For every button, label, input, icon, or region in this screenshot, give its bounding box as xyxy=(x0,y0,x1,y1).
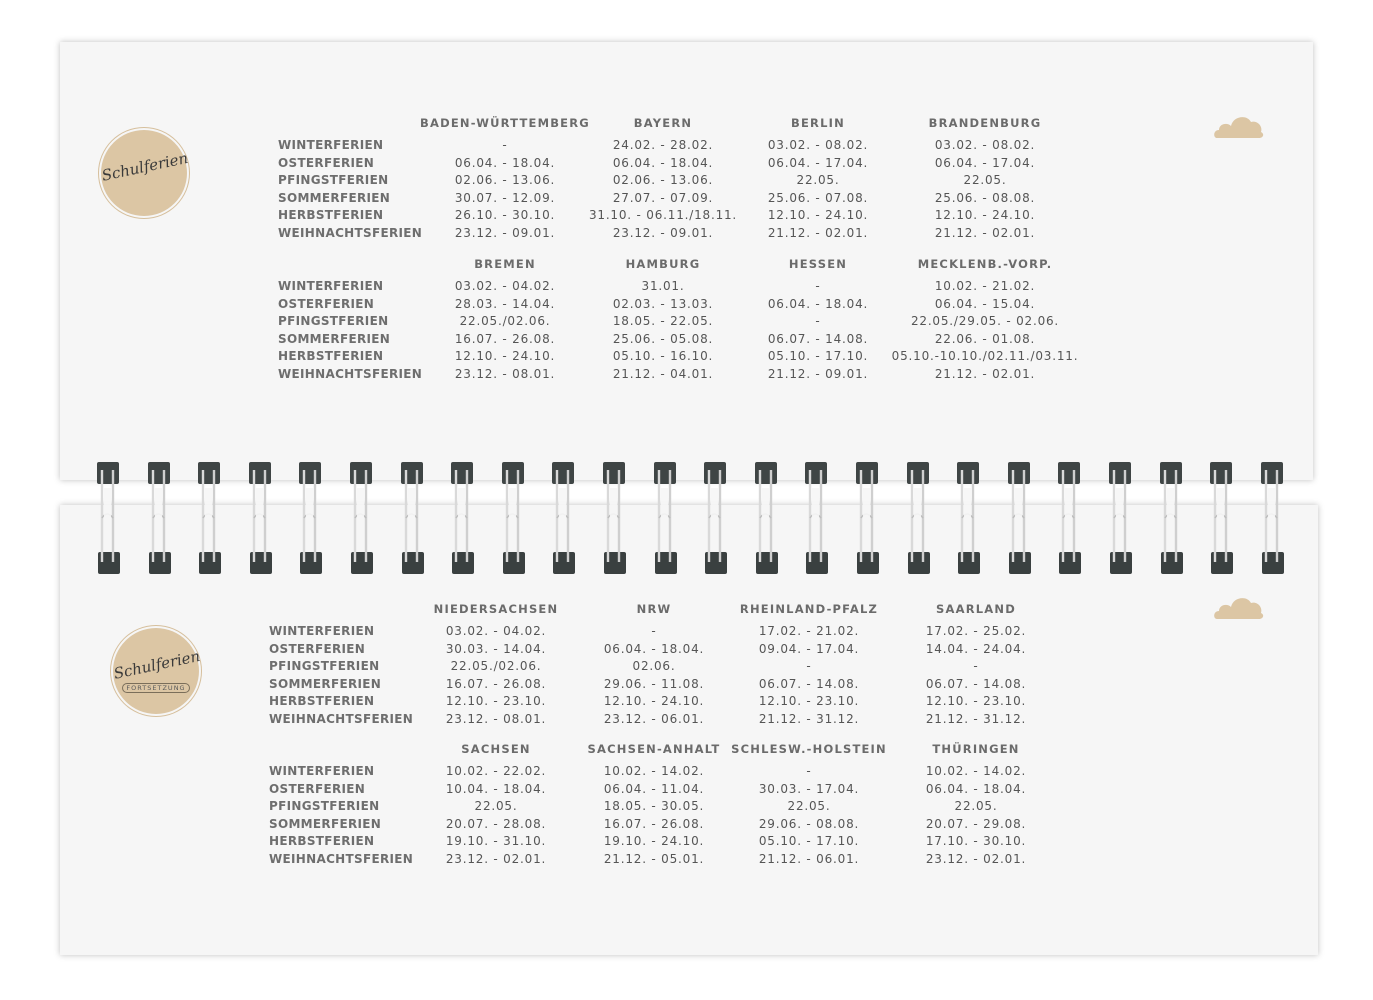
holiday-row-label: PFINGSTFERIEN xyxy=(269,659,380,674)
holiday-date-cell: 12.10. - 23.10. xyxy=(758,694,860,709)
holiday-row-label: WEIHNACHTSFERIEN xyxy=(278,226,423,240)
holiday-date-cell: 06.07. - 14.08. xyxy=(925,676,1027,691)
holiday-date-cell: 18.05. - 22.05. xyxy=(612,314,714,329)
spiral-coil xyxy=(196,458,224,578)
state-header: SACHSEN xyxy=(461,742,531,756)
holiday-date-cell: 12.10. - 24.10. xyxy=(767,208,869,223)
spiral-coil xyxy=(854,458,882,578)
spiral-coil xyxy=(95,458,123,578)
holiday-date-cell: 06.04. - 18.04. xyxy=(925,781,1027,796)
holiday-date-cell: 20.07. - 29.08. xyxy=(925,816,1027,831)
holiday-date-cell: 22.05./29.05. - 02.06. xyxy=(910,314,1060,329)
spiral-coil xyxy=(1056,458,1084,578)
holiday-row-label: PFINGSTFERIEN xyxy=(278,314,389,329)
spiral-coil xyxy=(247,458,275,578)
holiday-date-cell: 03.02. - 04.02. xyxy=(454,279,556,293)
holiday-date-cell: - xyxy=(502,138,508,152)
holiday-row-label: PFINGSTFERIEN xyxy=(269,799,380,814)
state-header: SCHLESW.-HOLSTEIN xyxy=(731,742,887,756)
holiday-date-cell: 23.12. - 02.01. xyxy=(925,852,1027,866)
holiday-date-cell: 23.12. - 06.01. xyxy=(603,712,705,726)
holiday-date-cell: 05.10. - 17.10. xyxy=(767,349,869,364)
holiday-date-cell: 29.06. - 11.08. xyxy=(603,676,705,691)
holiday-row-label: WINTERFERIEN xyxy=(269,624,375,638)
holiday-date-cell: 24.02. - 28.02. xyxy=(612,138,714,152)
spiral-coil xyxy=(550,458,578,578)
holiday-date-cell: 16.07. - 26.08. xyxy=(603,816,705,831)
cloud-icon xyxy=(1213,112,1265,140)
holiday-date-cell: 16.07. - 26.08. xyxy=(454,331,556,346)
holiday-row-label: HERBSTFERIEN xyxy=(269,694,375,709)
holiday-date-cell: 30.07. - 12.09. xyxy=(454,190,556,205)
holiday-date-cell: 22.05. xyxy=(787,799,831,814)
holiday-date-cell: 23.12. - 08.01. xyxy=(454,367,556,381)
holiday-date-cell: 23.12. - 09.01. xyxy=(612,226,714,240)
spiral-coil xyxy=(1107,458,1135,578)
cloud-icon xyxy=(1213,593,1265,621)
holiday-date-cell: 20.07. - 28.08. xyxy=(445,816,547,831)
holiday-date-cell: 12.10. - 23.10. xyxy=(925,694,1027,709)
holiday-date-cell: 22.05. xyxy=(474,799,518,814)
holiday-date-cell: 06.07. - 14.08. xyxy=(767,331,869,346)
holiday-date-cell: 21.12. - 04.01. xyxy=(612,367,714,381)
holiday-date-cell: 21.12. - 02.01. xyxy=(934,226,1036,240)
state-header: BERLIN xyxy=(791,116,845,130)
spiral-coil xyxy=(297,458,325,578)
holiday-row-label: OSTERFERIEN xyxy=(269,781,366,796)
holiday-date-cell: 25.06. - 05.08. xyxy=(612,331,714,346)
calendar-page-top xyxy=(60,42,1313,480)
holiday-date-cell: 14.04. - 24.04. xyxy=(925,641,1027,656)
holiday-date-cell: 16.07. - 26.08. xyxy=(445,676,547,691)
holiday-row-label: WEIHNACHTSFERIEN xyxy=(278,367,423,381)
holiday-date-cell: 05.10. - 16.10. xyxy=(612,349,714,364)
holiday-date-cell: 06.04. - 17.04. xyxy=(934,155,1036,170)
spiral-coil xyxy=(348,458,376,578)
spiral-coil xyxy=(1006,458,1034,578)
schulferien-fortsetzung-badge xyxy=(112,628,202,714)
state-header: NIEDERSACHSEN xyxy=(433,602,559,616)
holiday-row-label: HERBSTFERIEN xyxy=(278,349,384,364)
badge-title: Schulferien xyxy=(112,646,202,683)
holiday-row-label: WEIHNACHTSFERIEN xyxy=(269,852,414,866)
holiday-date-cell: 27.07. - 07.09. xyxy=(612,190,714,205)
spiral-coil xyxy=(399,458,427,578)
holiday-date-cell: 29.06. - 08.08. xyxy=(758,816,860,831)
holiday-row-label: SOMMERFERIEN xyxy=(278,190,391,205)
holiday-date-cell: 10.02. - 22.02. xyxy=(445,764,547,778)
holiday-date-cell: 12.10. - 24.10. xyxy=(603,694,705,709)
holiday-date-cell: 09.04. - 17.04. xyxy=(758,641,860,656)
holiday-date-cell: 21.12. - 31.12. xyxy=(758,712,860,726)
holiday-date-cell: 30.03. - 17.04. xyxy=(758,781,860,796)
holiday-date-cell: 17.02. - 21.02. xyxy=(758,624,860,638)
holiday-row-label: WEIHNACHTSFERIEN xyxy=(269,712,414,726)
holiday-row-label: OSTERFERIEN xyxy=(269,641,366,656)
holiday-row-label: SOMMERFERIEN xyxy=(278,331,391,346)
holiday-date-cell: 18.05. - 30.05. xyxy=(603,799,705,814)
holiday-date-cell: 19.10. - 24.10. xyxy=(603,834,705,849)
holiday-row-label: WINTERFERIEN xyxy=(278,138,384,152)
spiral-coil xyxy=(1158,458,1186,578)
holiday-date-cell: - xyxy=(806,659,812,674)
holiday-date-cell: 02.06. xyxy=(632,659,676,674)
state-header: BADEN-WÜRTTEMBERG xyxy=(420,116,590,130)
state-header: MECKLENB.-VORP. xyxy=(917,257,1053,271)
holiday-date-cell: 12.10. - 24.10. xyxy=(454,349,556,364)
holiday-date-cell: 23.12. - 09.01. xyxy=(454,226,556,240)
holiday-date-cell: 22.05. xyxy=(796,173,840,188)
spiral-coil xyxy=(753,458,781,578)
holiday-date-cell: - xyxy=(973,659,979,674)
holiday-date-cell: - xyxy=(815,314,821,329)
spiral-coil xyxy=(803,458,831,578)
schulferien-badge xyxy=(100,130,190,216)
holiday-date-cell: 22.05. xyxy=(963,173,1007,188)
holiday-date-cell: 22.06. - 01.08. xyxy=(934,331,1036,346)
spiral-coil xyxy=(905,458,933,578)
state-header: BRANDENBURG xyxy=(928,116,1042,130)
holiday-date-cell: 21.12. - 02.01. xyxy=(767,226,869,240)
holiday-date-cell: 22.05. xyxy=(954,799,998,814)
spiral-coil xyxy=(449,458,477,578)
badge-subtitle: FORTSETZUNG xyxy=(122,683,189,693)
holiday-row-label: SOMMERFERIEN xyxy=(269,676,382,691)
holiday-date-cell: 06.04. - 18.04. xyxy=(603,641,705,656)
holiday-date-cell: 10.04. - 18.04. xyxy=(445,781,547,796)
badge-title: Schulferien xyxy=(100,148,190,185)
holiday-row-label: OSTERFERIEN xyxy=(278,296,375,311)
holiday-date-cell: 17.10. - 30.10. xyxy=(925,834,1027,849)
holiday-date-cell: 05.10.-10.10./02.11./03.11. xyxy=(891,349,1079,364)
holiday-date-cell: 06.04. - 15.04. xyxy=(934,296,1036,311)
spiral-coil xyxy=(1208,458,1236,578)
state-header: HESSEN xyxy=(788,257,848,271)
holiday-date-cell: 21.12. - 09.01. xyxy=(767,367,869,381)
holiday-date-cell: 06.04. - 11.04. xyxy=(603,781,705,796)
holiday-date-cell: 22.05./02.06. xyxy=(459,314,551,329)
state-header: SACHSEN-ANHALT xyxy=(587,742,721,756)
holiday-date-cell: 21.12. - 02.01. xyxy=(934,367,1036,381)
holiday-date-cell: 26.10. - 30.10. xyxy=(454,208,556,223)
holiday-row-label: PFINGSTFERIEN xyxy=(278,173,389,188)
spiral-coil xyxy=(146,458,174,578)
holiday-row-label: WINTERFERIEN xyxy=(278,279,384,293)
state-header: BAYERN xyxy=(633,116,693,130)
holiday-row-label: SOMMERFERIEN xyxy=(269,816,382,831)
state-header: RHEINLAND-PFALZ xyxy=(739,602,879,616)
holiday-date-cell: 06.04. - 18.04. xyxy=(767,296,869,311)
holiday-date-cell: 21.12. - 06.01. xyxy=(758,852,860,866)
state-header: THÜRINGEN xyxy=(932,742,1020,756)
state-header: SAARLAND xyxy=(936,602,1016,616)
spiral-coil xyxy=(601,458,629,578)
holiday-date-cell: - xyxy=(651,624,657,638)
holiday-date-cell: 05.10. - 17.10. xyxy=(758,834,860,849)
holiday-date-cell: 06.07. - 14.08. xyxy=(758,676,860,691)
holiday-date-cell: 10.02. - 14.02. xyxy=(925,764,1027,778)
spiral-coil xyxy=(500,458,528,578)
holiday-date-cell: 06.04. - 17.04. xyxy=(767,155,869,170)
holiday-date-cell: 31.01. xyxy=(641,279,685,293)
holiday-row-label: WINTERFERIEN xyxy=(269,764,375,778)
spiral-coil xyxy=(652,458,680,578)
holiday-date-cell: 22.05./02.06. xyxy=(450,659,542,674)
holiday-date-cell: 06.04. - 18.04. xyxy=(454,155,556,170)
holiday-date-cell: 28.03. - 14.04. xyxy=(454,296,556,311)
holiday-date-cell: 31.10. - 06.11./18.11. xyxy=(588,208,738,223)
holiday-date-cell: 03.02. - 08.02. xyxy=(767,138,869,152)
holiday-date-cell: 10.02. - 21.02. xyxy=(934,279,1036,293)
holiday-row-label: OSTERFERIEN xyxy=(278,155,375,170)
holiday-row-label: HERBSTFERIEN xyxy=(278,208,384,223)
spiral-coil xyxy=(702,458,730,578)
spiral-coil xyxy=(955,458,983,578)
state-header: BREMEN xyxy=(474,257,536,271)
holiday-date-cell: 03.02. - 08.02. xyxy=(934,138,1036,152)
holiday-date-cell: 12.10. - 24.10. xyxy=(934,208,1036,223)
holiday-date-cell: 25.06. - 07.08. xyxy=(767,190,869,205)
holiday-date-cell: 02.03. - 13.03. xyxy=(612,296,714,311)
holiday-date-cell: 21.12. - 31.12. xyxy=(925,712,1027,726)
holiday-date-cell: 23.12. - 08.01. xyxy=(445,712,547,726)
holiday-date-cell: - xyxy=(806,764,812,778)
spiral-binding xyxy=(60,420,1318,560)
holiday-date-cell: 30.03. - 14.04. xyxy=(445,641,547,656)
holiday-date-cell: 21.12. - 05.01. xyxy=(603,852,705,866)
holiday-date-cell: 19.10. - 31.10. xyxy=(445,834,547,849)
spiral-coil xyxy=(1259,458,1287,578)
holiday-row-label: HERBSTFERIEN xyxy=(269,834,375,849)
holiday-date-cell: 06.04. - 18.04. xyxy=(612,155,714,170)
holiday-date-cell: 02.06. - 13.06. xyxy=(612,173,714,188)
holiday-date-cell: 25.06. - 08.08. xyxy=(934,190,1036,205)
holiday-date-cell: 03.02. - 04.02. xyxy=(445,624,547,638)
holiday-date-cell: 23.12. - 02.01. xyxy=(445,852,547,866)
holiday-date-cell: 12.10. - 23.10. xyxy=(445,694,547,709)
holiday-date-cell: 17.02. - 25.02. xyxy=(925,624,1027,638)
holiday-date-cell: 02.06. - 13.06. xyxy=(454,173,556,188)
holiday-date-cell: - xyxy=(815,279,821,293)
state-header: NRW xyxy=(636,602,672,616)
holiday-date-cell: 10.02. - 14.02. xyxy=(603,764,705,778)
state-header: HAMBURG xyxy=(625,257,701,271)
